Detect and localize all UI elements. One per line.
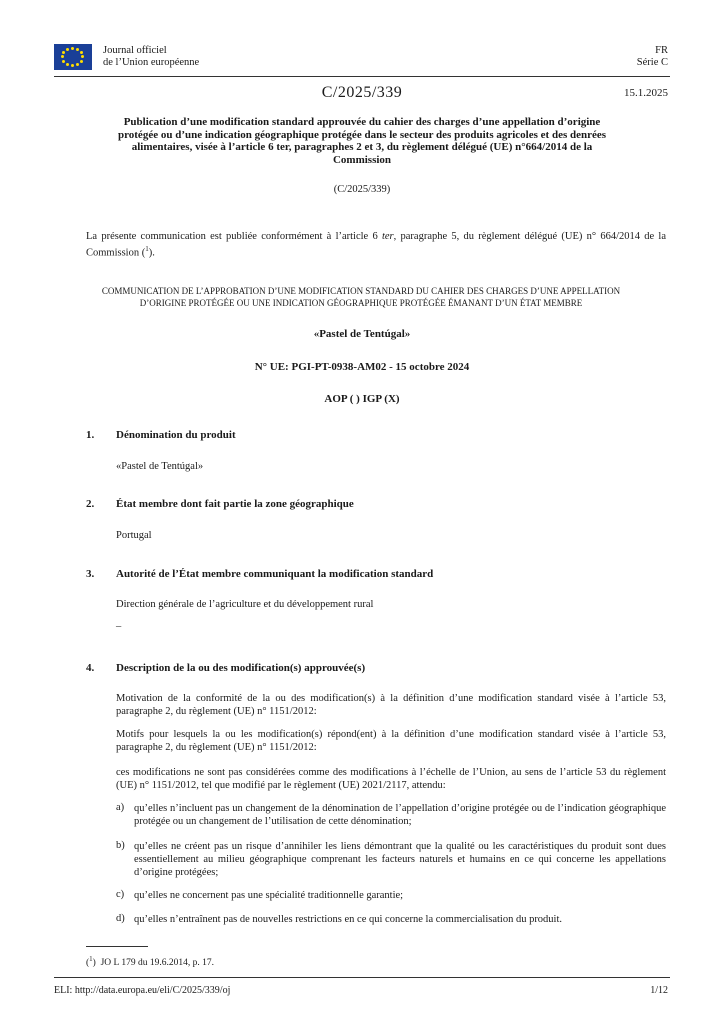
section-4-para-1: Motivation de la conformité de la ou des modification(s) à la définition d’une modification standard visée à l’article 53, paragraphe 2, du règlement (UE) n° 1151/2012: bbox=[116, 693, 666, 717]
document-title: Publication d’une modification standard approuvée du cahier des charges d’une appellation d’origine protégée ou d’une indication géographique protégée dans le secteur des produits agricoles et des denrées alimentaires, visée à l’article 6 ter, paragraphes 2 et 3, du règlement délégué (UE) n°664/2014 de la Commission bbox=[117, 116, 607, 166]
list-item-c-label: c) bbox=[116, 889, 125, 900]
section-2-title: État membre dont fait partie la zone géographique bbox=[116, 498, 354, 510]
list-item-b-label: b) bbox=[116, 840, 125, 851]
section-4-para-3: ces modifications ne sont pas considérées comme des modifications à l’échelle de l’Union, au sens de l’article 53 du règlement (UE) n° 1151/2012, tel que modifié par le règlement (UE) 2021/2117, attendu: bbox=[116, 767, 666, 791]
intro-text-3: ). bbox=[148, 247, 155, 259]
list-item-c: qu’elles ne concernent pas une spécialité traditionnelle garantie; bbox=[134, 890, 404, 901]
header-meta bbox=[637, 45, 668, 69]
intro-text-1: La présente communication est publiée conformément à l’article 6 bbox=[86, 231, 382, 242]
section-2-body: Portugal bbox=[116, 530, 152, 541]
section-2-number: 2. bbox=[86, 498, 95, 510]
section-1-number: 1. bbox=[86, 429, 95, 441]
section-3-number: 3. bbox=[86, 568, 95, 580]
intro-paragraph bbox=[86, 230, 666, 260]
series-label: Série C bbox=[636, 57, 668, 68]
publication-date: 15.1.2025 bbox=[624, 87, 668, 99]
list-item-a-label: a) bbox=[116, 802, 125, 813]
section-3-title: Autorité de l’État membre communiquant la modification standard bbox=[116, 568, 434, 580]
language-code: FR bbox=[655, 45, 668, 56]
list-item-d: qu’elles n’entraînent pas de nouvelles restrictions en ce qui concerne la commercialisation du produit. bbox=[134, 914, 563, 925]
communication-heading: COMMUNICATION DE L’APPROBATION D’UNE MODIFICATION STANDARD DU CAHIER DES CHARGES D’UNE APPELLATION D’ORIGINE PROTÉGÉE OU UNE INDICATION GÉOGRAPHIQUE PROTÉGÉE ÉMANANT D’UN ÉTAT MEMBRE bbox=[101, 286, 621, 308]
section-4-title: Description de la ou des modification(s) approuvée(s) bbox=[116, 662, 366, 674]
intro-text-2: , paragraphe 5, du règlement délégué (UE) n° 664/2014 de la Commission ( bbox=[86, 231, 666, 259]
product-name: «Pastel de Tentúgal» bbox=[313, 328, 411, 340]
journal-name bbox=[103, 45, 199, 69]
footnote: ($^1$) JO L 179 du 19.6.2014, p. 17. bbox=[86, 955, 214, 969]
section-1-title: Dénomination du produit bbox=[116, 429, 236, 441]
footnote-marker: 1 bbox=[89, 955, 93, 963]
section-4-number: 4. bbox=[86, 662, 95, 674]
section-3-dash: – bbox=[116, 621, 122, 632]
section-1-body: «Pastel de Tentúgal» bbox=[116, 461, 204, 472]
header-divider bbox=[54, 76, 670, 77]
document-number: C/2025/339 bbox=[321, 84, 403, 101]
intro-ter: ter bbox=[381, 231, 394, 242]
journal-line-2: de l’Union européenne bbox=[103, 57, 200, 68]
list-item-a: qu’elles n’incluent pas un changement de la dénomination de l’appellation d’origine protégée ou de l’indication géographique protégée ou un changement de l’utilisation de cette dénomination; bbox=[134, 803, 666, 827]
journal-line-1: Journal officiel bbox=[103, 45, 167, 56]
ue-number: N° UE: PGI-PT-0938-AM02 - 15 octobre 2024 bbox=[254, 361, 470, 373]
footnote-text: JO L 179 du 19.6.2014, p. 17. bbox=[100, 958, 214, 969]
designation-type: AOP ( ) IGP (X) bbox=[324, 393, 400, 405]
list-item-b: qu’elles ne créent pas un risque d’annihiler les liens démontrant que la qualité ou les caractéristiques du produit sont dues essentiellement au milieu géographique comprenant les facteurs naturels et humains en ce qui concerne les appellations d’origine protégées; bbox=[134, 841, 666, 878]
page-number: 1/12 bbox=[650, 985, 668, 996]
eu-flag-logo bbox=[54, 44, 92, 70]
section-3-body: Direction générale de l’agriculture et du développement rural bbox=[116, 599, 374, 610]
footnote-divider bbox=[86, 946, 148, 947]
sub-reference: (C/2025/339) bbox=[333, 184, 391, 195]
footnote-ref[interactable]: 1 bbox=[145, 245, 149, 253]
list-item-d-label: d) bbox=[116, 913, 125, 924]
eli-link[interactable]: ELI: http://data.europa.eu/eli/C/2025/339/oj bbox=[54, 985, 231, 996]
footer-divider bbox=[54, 977, 670, 978]
section-4-para-2: Motifs pour lesquels la ou les modification(s) répond(ent) à la définition d’une modification standard visée à l’article 53, paragraphe 2, du règlement (UE) n° 1151/2012: bbox=[116, 729, 666, 753]
